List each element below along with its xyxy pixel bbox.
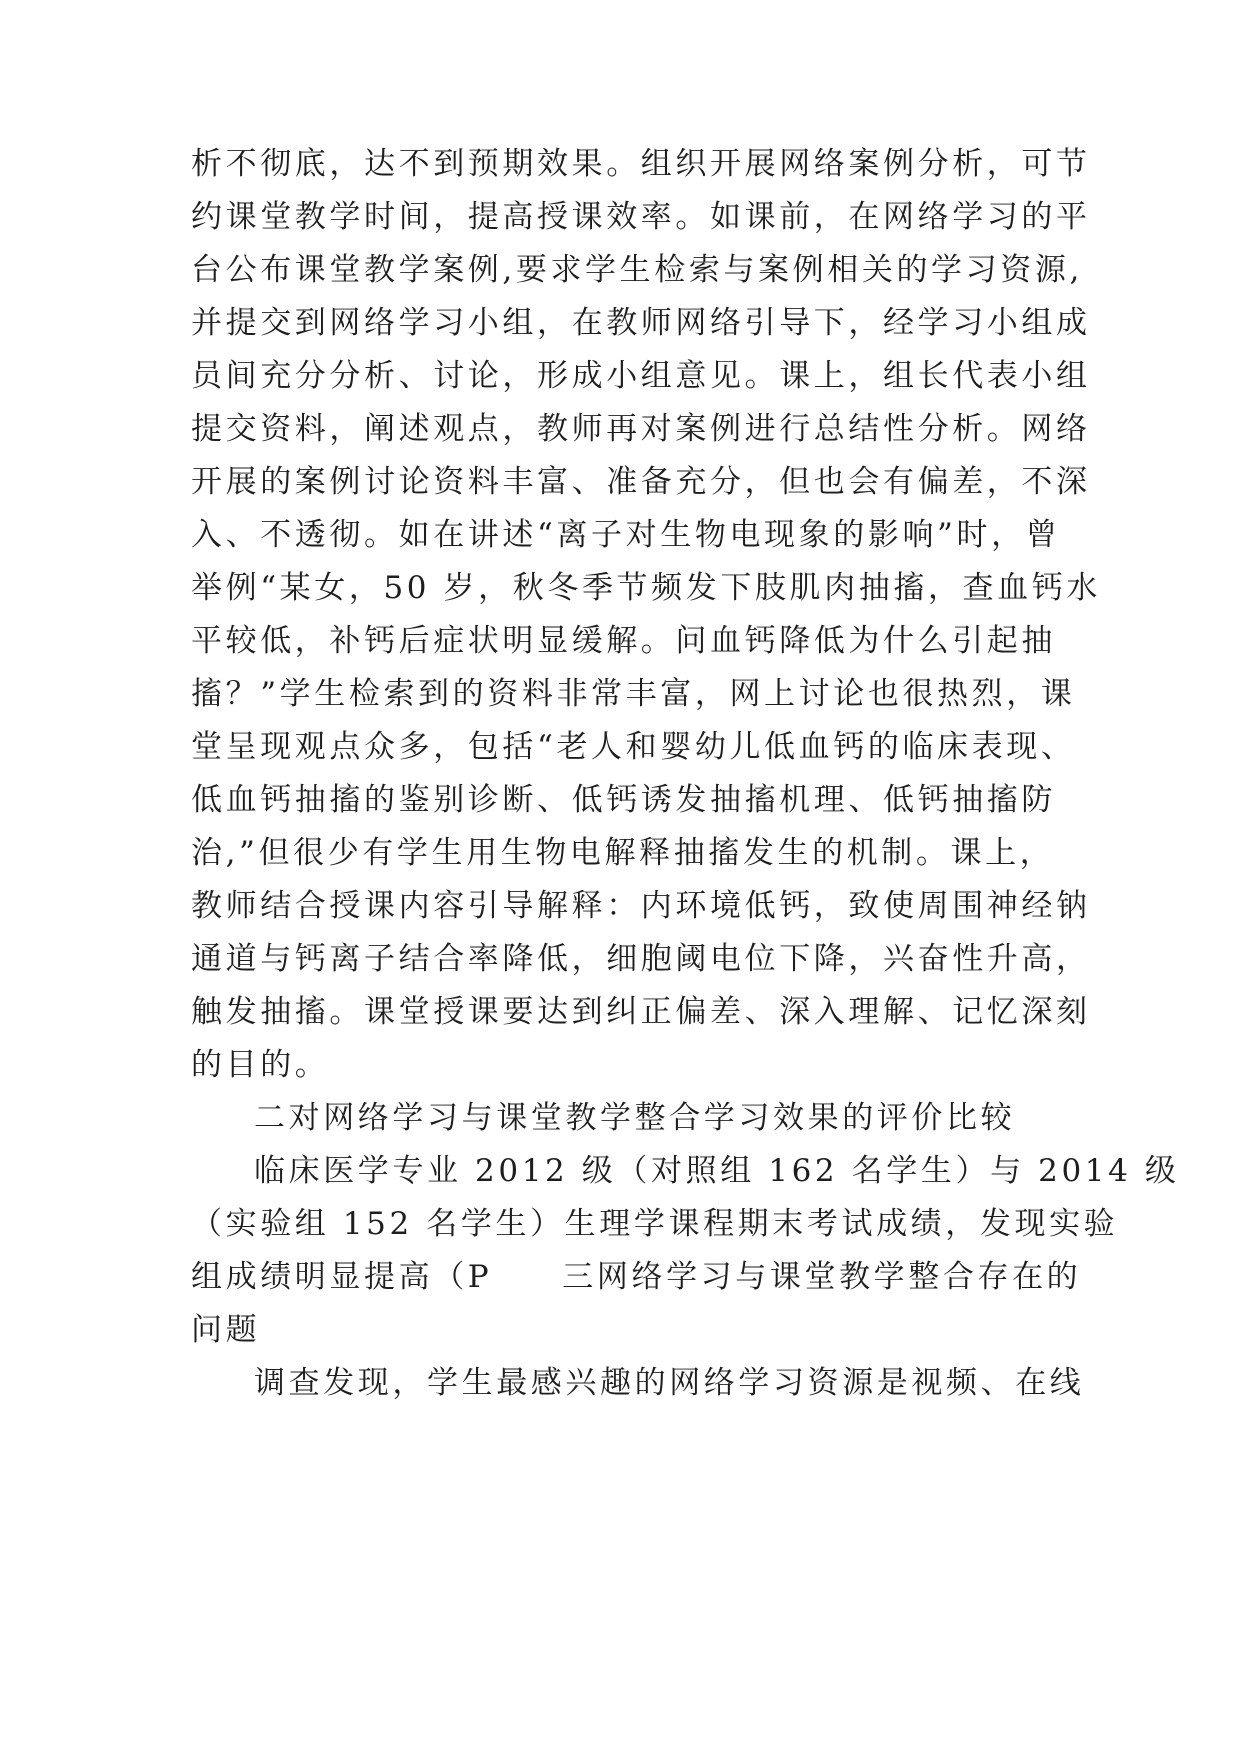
paragraph-line [191,1257,1081,1297]
paragraph-line: 提交资料，阐述观点，教师再对案例进行总结性分析。网络 [191,411,1091,447]
paragraph-line: 台公布课堂教学案例,要求学生检索与案例相关的学习资源, [191,252,1083,288]
paragraph-line: 平较低，补钙后症状明显缓解。问血钙降低为什么引起抽 [191,623,1056,659]
paragraph-line-part: 组成绩明显提高（P [191,1259,493,1295]
paragraph-line: 的目的。 [191,1047,330,1083]
paragraph-line: 析不彻底，达不到预期效果。组织开展网络案例分析，可节 [191,146,1091,182]
paragraph-line: 堂呈现观点众多，包括“老人和婴幼儿低血钙的临床表现、 [191,729,1076,765]
paragraph-line: 搐？”学生检索到的资料非常丰富，网上讨论也很热烈，课 [191,676,1076,712]
paragraph-line: 开展的案例讨论资料丰富、准备充分，但也会有偏差，不深 [191,464,1091,500]
paragraph-line: 举例“某女，50 岁，秋冬季节频发下肢肌肉抽搐，查血钙水 [191,570,1101,606]
paragraph-line: 教师结合授课内容引导解释：内环境低钙，致使周围神经钠 [191,888,1091,924]
paragraph-line: 约课堂教学时间，提高授课效率。如课前，在网络学习的平 [191,199,1091,235]
paragraph-line: 并提交到网络学习小组，在教师网络引导下，经学习小组成 [191,305,1091,341]
paragraph-line: 入、不透彻。如在讲述“离子对生物电现象的影响”时，曾 [191,517,1061,553]
paragraph-line: 员间充分分析、讨论，形成小组意见。课上，组长代表小组 [191,358,1091,394]
paragraph-line: 临床医学专业 2012 级（对照组 162 名学生）与 2014 级 [254,1153,1180,1189]
paragraph-line: 问题 [191,1312,261,1348]
paragraph-line: 调查发现，学生最感兴趣的网络学习资源是视频、在线 [254,1365,1085,1401]
paragraph-line: （实验组 152 名学生）生理学课程期末考试成绩，发现实验 [191,1206,1119,1242]
paragraph-line: 低血钙抽搐的鉴别诊断、低钙诱发抽搐机理、低钙抽搐防 [191,782,1056,818]
paragraph-line: 通道与钙离子结合率降低，细胞阈电位下降，兴奋性升高， [191,941,1091,977]
section-heading: 二对网络学习与课堂教学整合学习效果的评价比较 [254,1100,1016,1136]
section-heading-inline: 三网络学习与课堂教学整合存在的 [562,1259,1082,1295]
paragraph-line: 治,”但很少有学生用生物电解释抽搐发生的机制。课上， [191,835,1055,871]
paragraph-line: 触发抽搐。课堂授课要达到纠正偏差、深入理解、记忆深刻 [191,994,1091,1030]
